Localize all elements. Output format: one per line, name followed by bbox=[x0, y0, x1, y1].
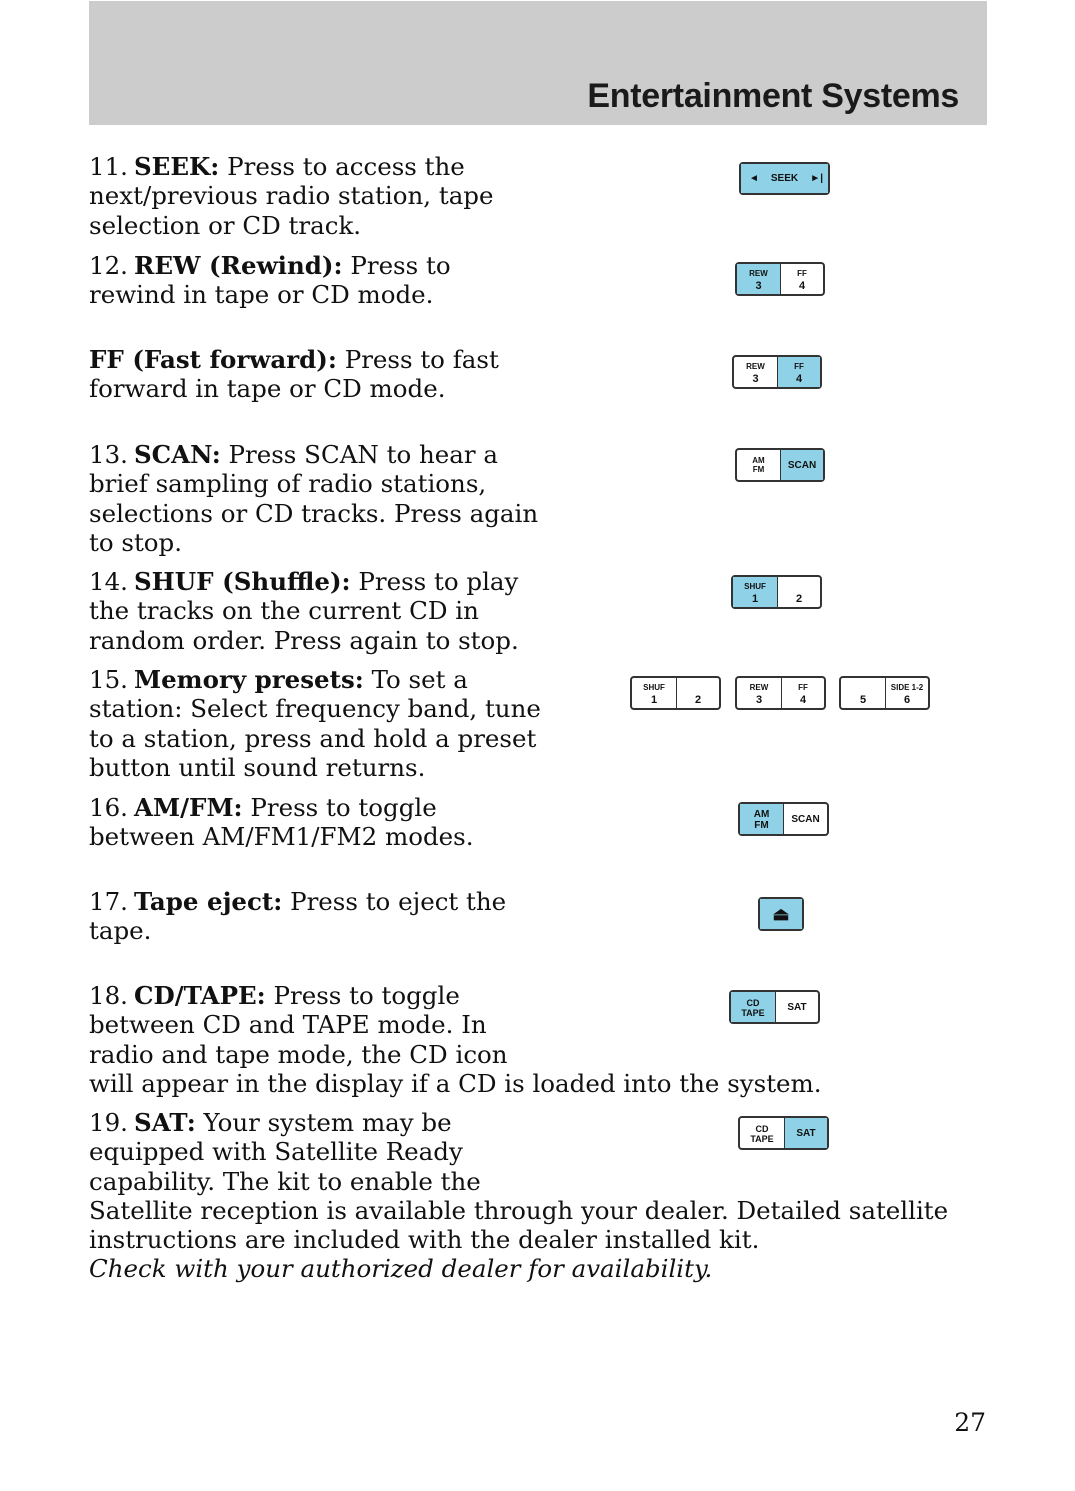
fm-label: FM bbox=[752, 465, 765, 474]
cd-label: CD bbox=[755, 1124, 769, 1134]
sat-button-cell bbox=[784, 1118, 827, 1148]
item-number: 17. bbox=[89, 887, 128, 916]
ff-label: FF bbox=[797, 269, 807, 278]
item-text: between CD and TAPE mode. In bbox=[89, 1010, 487, 1040]
sat-button-cell bbox=[775, 992, 818, 1022]
rew-button-cell bbox=[737, 264, 780, 294]
item-number: 18. bbox=[89, 981, 128, 1010]
ff-label: FF bbox=[794, 362, 804, 371]
item-shuf bbox=[89, 567, 519, 655]
scan-label: SCAN bbox=[791, 814, 820, 825]
preset-number: 2 bbox=[694, 694, 702, 706]
item-text: To set a bbox=[363, 665, 468, 694]
preset-1-cell bbox=[632, 678, 676, 708]
ff-button-cell bbox=[777, 357, 820, 387]
seek-left-arrow-icon: ◄ bbox=[749, 173, 759, 184]
rew-label: REW bbox=[746, 362, 765, 371]
item-number: 12. bbox=[89, 251, 128, 280]
item-text: station: Select frequency band, tune bbox=[89, 694, 541, 724]
preset-number: 4 bbox=[799, 694, 807, 706]
item-text: radio and tape mode, the CD icon bbox=[89, 1039, 508, 1069]
preset-buttons-3-4 bbox=[735, 676, 826, 710]
item-text: between AM/FM1/FM2 modes. bbox=[89, 822, 474, 852]
preset-buttons-5-6 bbox=[839, 676, 930, 710]
preset-3-cell bbox=[737, 678, 781, 708]
item-number: 16. bbox=[89, 793, 128, 822]
item-text: Press to eject the bbox=[282, 887, 507, 916]
scan-label: SCAN bbox=[787, 460, 817, 471]
preset-number: 3 bbox=[755, 694, 763, 706]
fm-label: FM bbox=[754, 820, 769, 831]
side-label: SIDE 1-2 bbox=[890, 683, 924, 692]
item-memory-presets bbox=[89, 665, 541, 782]
item-rew bbox=[89, 251, 451, 310]
item-term: Tape eject: bbox=[133, 887, 283, 916]
item-number: 11. bbox=[89, 152, 128, 181]
seek-label: SEEK bbox=[770, 173, 799, 184]
tape-label: TAPE bbox=[741, 1008, 765, 1018]
item-text: Press to toggle bbox=[265, 981, 460, 1010]
preset-number: 3 bbox=[752, 373, 759, 385]
availability-note: Check with your authorized dealer for availability. bbox=[89, 1254, 713, 1284]
item-text: Satellite reception is available through your dealer. Detailed satellite bbox=[89, 1195, 949, 1225]
preset-2-cell bbox=[676, 678, 719, 708]
item-term: SHUF (Shuffle): bbox=[133, 567, 351, 596]
shuf-label: SHUF bbox=[643, 683, 665, 692]
item-text: to stop. bbox=[89, 527, 183, 557]
preset-number: 6 bbox=[903, 694, 911, 706]
ff-label: FF bbox=[798, 683, 808, 692]
tape-label: TAPE bbox=[750, 1134, 774, 1144]
item-text: capability. The kit to enable the bbox=[89, 1166, 481, 1196]
item-text: Press SCAN to hear a bbox=[220, 440, 498, 469]
preset-number: 2 bbox=[795, 593, 803, 605]
item-number: 19. bbox=[89, 1108, 128, 1137]
item-term: FF (Fast forward): bbox=[89, 345, 337, 374]
preset-number: 4 bbox=[795, 373, 803, 385]
preset-number: 3 bbox=[755, 280, 762, 292]
cdtape-button-cell bbox=[731, 992, 775, 1022]
seek-right-arrow-icon: ►| bbox=[810, 173, 823, 184]
item-text: rewind in tape or CD mode. bbox=[89, 280, 434, 310]
item-text: tape. bbox=[89, 916, 152, 946]
eject-icon: ⏏ bbox=[772, 904, 790, 924]
shuf-button-illustration bbox=[731, 575, 822, 609]
item-text: will appear in the display if a CD is loaded into the system. bbox=[89, 1068, 822, 1098]
item-text: selection or CD track. bbox=[89, 210, 362, 240]
item-text: the tracks on the current CD in bbox=[89, 596, 479, 626]
sat-label: SAT bbox=[796, 1128, 816, 1139]
preset-number: 1 bbox=[751, 593, 759, 605]
amfm-button-cell bbox=[737, 450, 780, 480]
cd-label: CD bbox=[746, 998, 760, 1008]
rew-label: REW bbox=[749, 269, 768, 278]
item-tape-eject bbox=[89, 887, 506, 946]
scan-button-cell bbox=[780, 450, 823, 480]
item-term: SEEK: bbox=[133, 152, 220, 181]
item-text: Press to access the bbox=[219, 152, 465, 181]
item-text: equipped with Satellite Ready bbox=[89, 1137, 463, 1167]
item-number: 13. bbox=[89, 440, 128, 469]
amfm-scan-button-illustration-scan bbox=[735, 448, 825, 482]
ff-button-cell bbox=[780, 264, 823, 294]
item-text: to a station, press and hold a preset bbox=[89, 723, 537, 753]
page-header bbox=[89, 1, 987, 125]
item-text: Your system may be bbox=[195, 1108, 452, 1137]
item-term: SAT: bbox=[133, 1108, 196, 1137]
item-seek bbox=[89, 152, 493, 240]
item-text: brief sampling of radio stations, bbox=[89, 469, 487, 499]
amfm-button-cell bbox=[740, 804, 783, 834]
item-term: REW (Rewind): bbox=[133, 251, 343, 280]
item-text: Press to toggle bbox=[242, 793, 437, 822]
preset-buttons-1-2 bbox=[630, 676, 721, 710]
item-cd-tape bbox=[89, 981, 822, 1098]
cdtape-button-cell bbox=[740, 1118, 784, 1148]
item-text: Press to play bbox=[350, 567, 519, 596]
eject-button-face bbox=[760, 899, 802, 929]
item-number: 14. bbox=[89, 567, 128, 596]
item-term: CD/TAPE: bbox=[133, 981, 266, 1010]
item-text: instructions are included with the dealer installed kit. bbox=[89, 1225, 760, 1255]
page-title: Entertainment Systems bbox=[587, 77, 959, 115]
item-term: AM/FM: bbox=[133, 793, 243, 822]
scan-button-cell bbox=[783, 804, 827, 834]
preset-number: 4 bbox=[798, 280, 806, 292]
preset-6-cell bbox=[885, 678, 928, 708]
am-label: AM bbox=[753, 809, 770, 820]
item-text: forward in tape or CD mode. bbox=[89, 374, 446, 404]
preset-number: 1 bbox=[650, 694, 658, 706]
seek-button-face bbox=[741, 164, 828, 193]
rew-ff-button-illustration-ff bbox=[732, 355, 822, 389]
preset-2-cell bbox=[777, 577, 820, 607]
cdtape-sat-button-illustration-sat bbox=[738, 1116, 829, 1150]
item-text: button until sound returns. bbox=[89, 752, 426, 782]
item-text: Press to fast bbox=[336, 345, 499, 374]
amfm-scan-button-illustration-amfm bbox=[738, 802, 829, 836]
seek-button-illustration bbox=[739, 162, 830, 195]
eject-button-illustration bbox=[758, 897, 804, 931]
preset-4-cell bbox=[781, 678, 824, 708]
rew-label: REW bbox=[749, 683, 769, 692]
rew-button-cell bbox=[734, 357, 777, 387]
item-number: 15. bbox=[89, 665, 128, 694]
page-number: 27 bbox=[954, 1408, 986, 1437]
item-amfm bbox=[89, 793, 474, 852]
shuf-label: SHUF bbox=[744, 582, 766, 591]
cdtape-sat-button-illustration-cdtape bbox=[729, 990, 820, 1024]
item-text: Press to bbox=[342, 251, 451, 280]
item-text: random order. Press again to stop. bbox=[89, 625, 519, 655]
sat-label: SAT bbox=[787, 1002, 807, 1013]
preset-number: 5 bbox=[859, 694, 867, 706]
shuf-button-cell bbox=[733, 577, 777, 607]
item-scan bbox=[89, 440, 538, 557]
item-term: SCAN: bbox=[133, 440, 221, 469]
item-text: next/previous radio station, tape bbox=[89, 181, 494, 211]
rew-ff-button-illustration-rew bbox=[735, 262, 825, 296]
preset-5-cell bbox=[841, 678, 885, 708]
item-ff bbox=[89, 345, 499, 404]
item-text: selections or CD tracks. Press again bbox=[89, 498, 539, 528]
item-term: Memory presets: bbox=[133, 665, 364, 694]
am-label: AM bbox=[752, 456, 765, 465]
